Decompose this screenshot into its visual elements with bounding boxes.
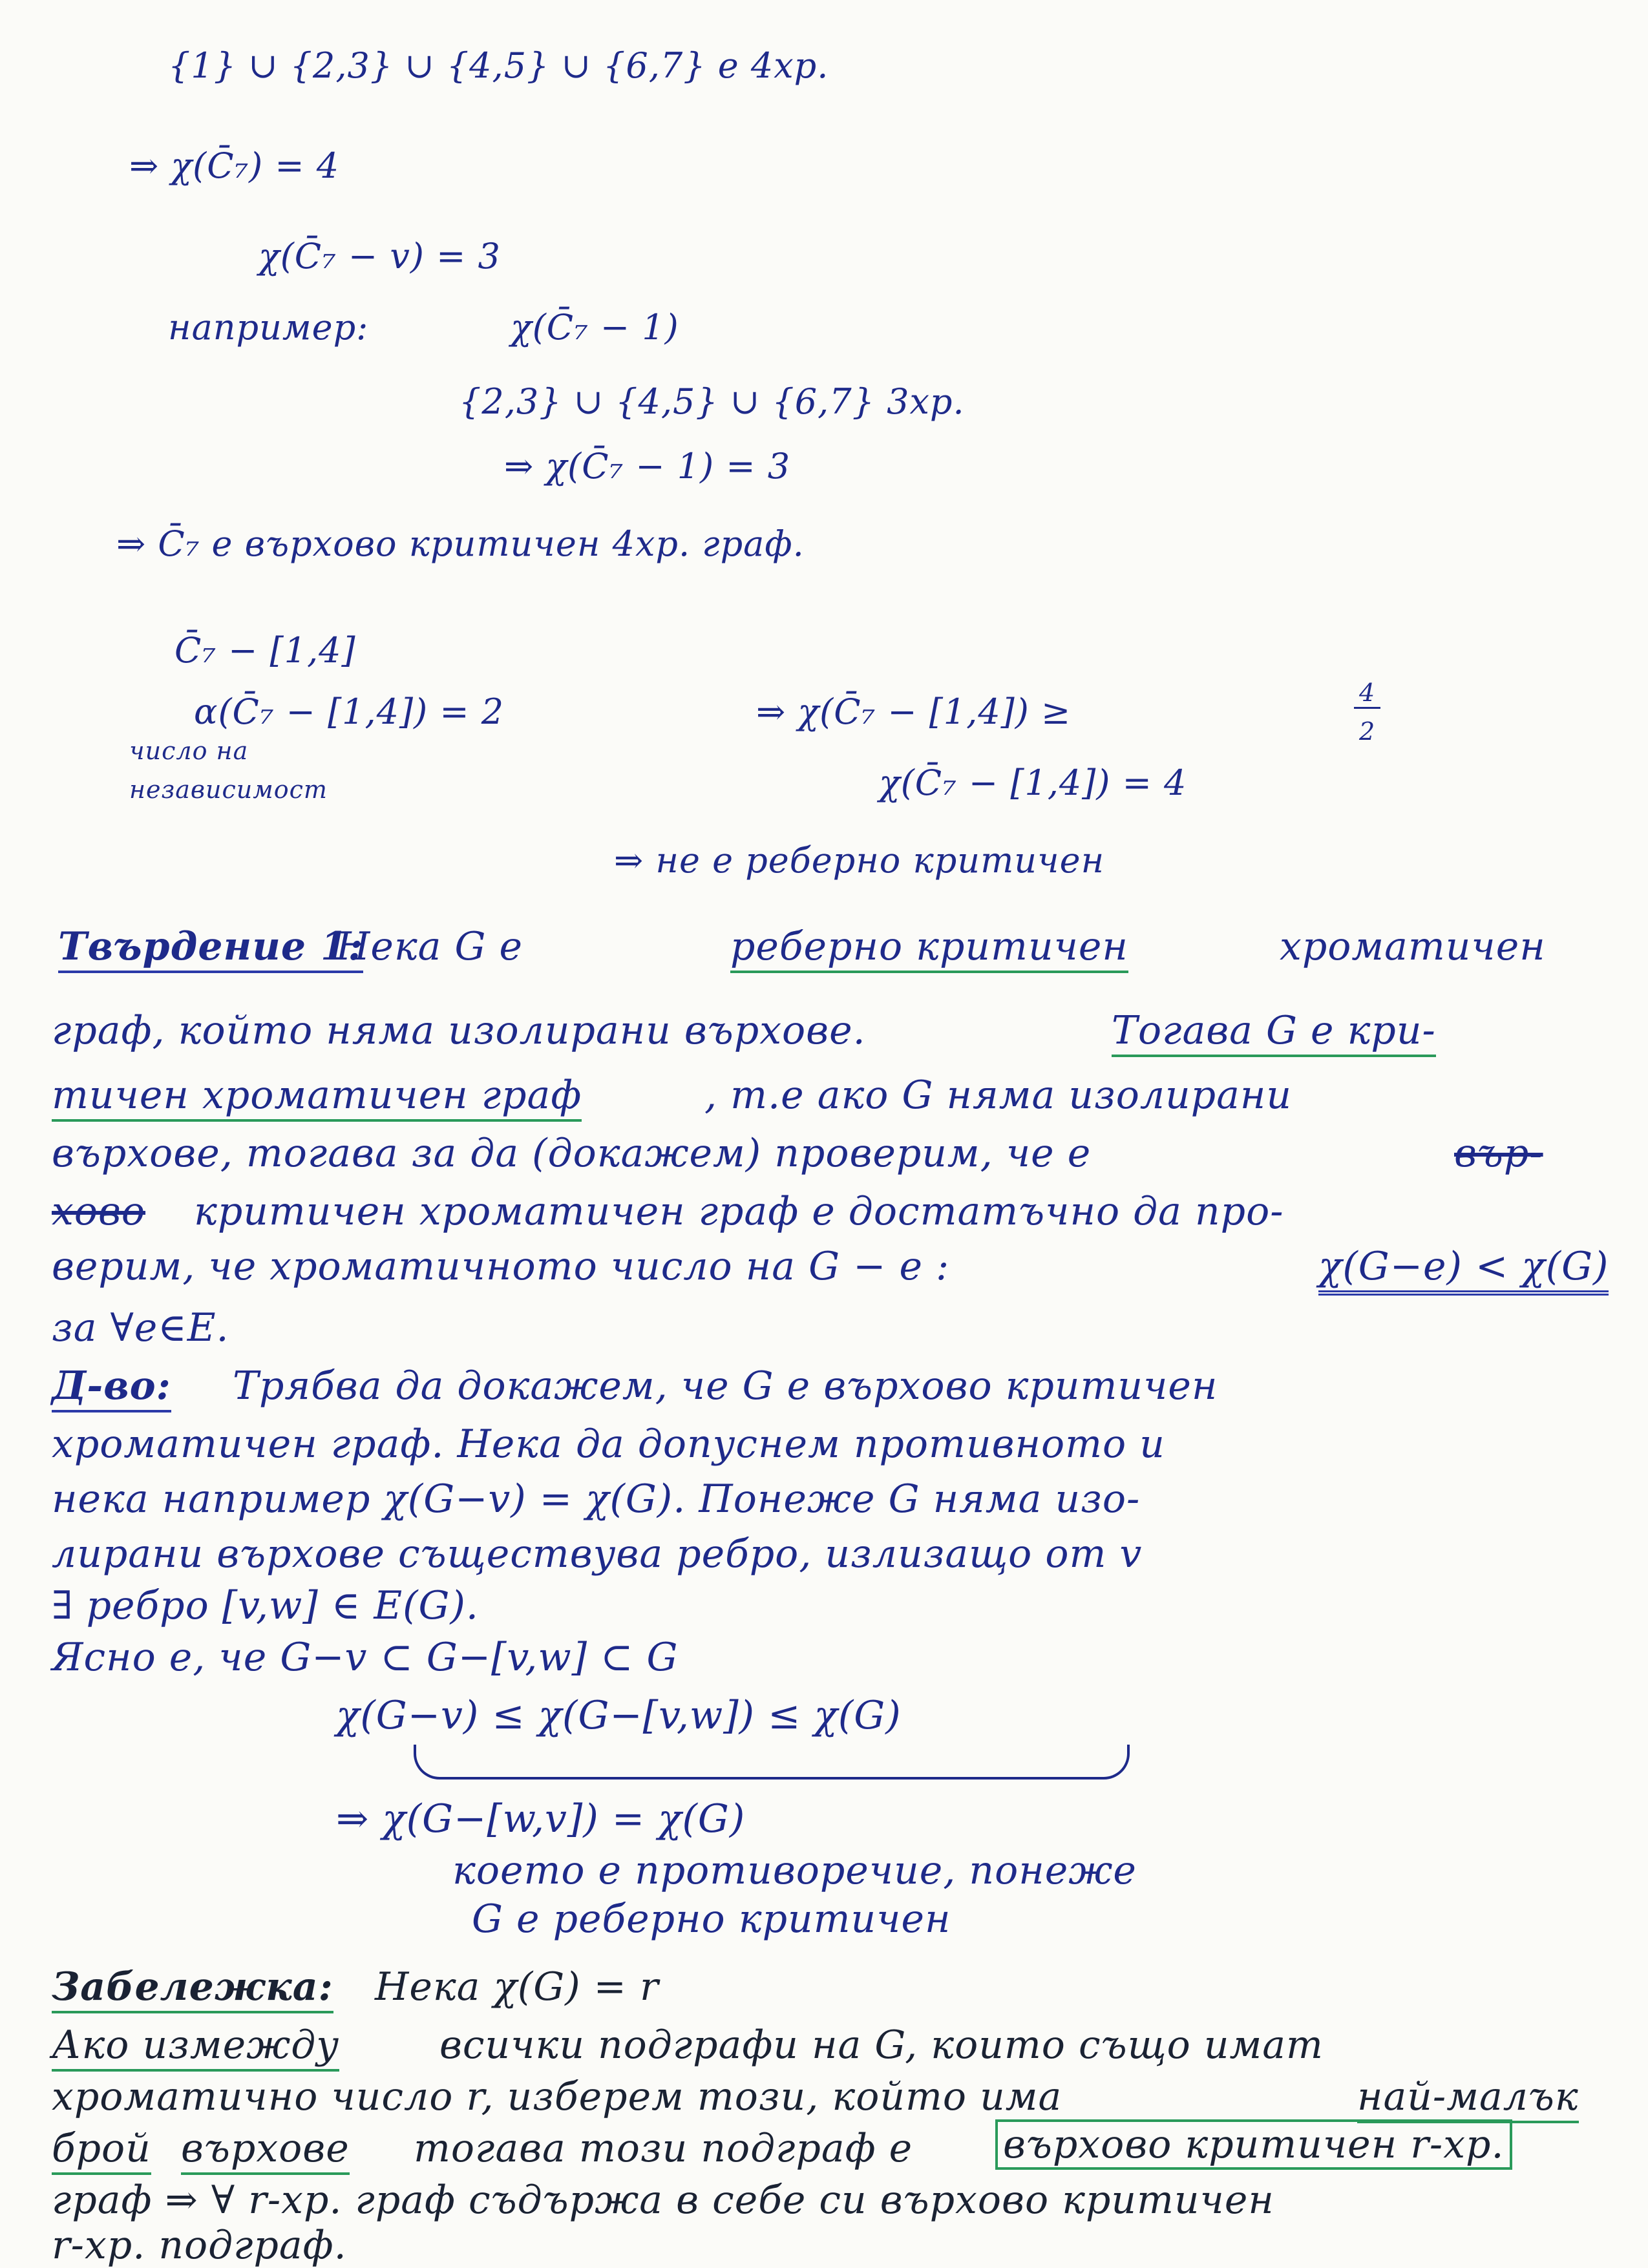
- remark-line-4a: брой: [52, 2126, 151, 2175]
- proof-line-2: хроматичен граф. Нека да допуснем противното и: [52, 1422, 1165, 1467]
- statement-1-line-5b: критичен хроматичен граф е достатъчно да про-: [194, 1189, 1284, 1234]
- remark-line-3a: хроматично число r, изберем този, който има: [52, 2074, 1062, 2119]
- proof-line-8: ⇒ χ(G−[w,v]) = χ(G): [336, 1796, 746, 1842]
- remark-line-2a: Ако измежду: [52, 2022, 339, 2072]
- statement-1-line-2b: Тогава G е кри-: [1112, 1008, 1436, 1057]
- chromatic-c7-minus-1-line: ⇒ χ(C̄₇ − 1) = 3: [504, 446, 791, 487]
- statement-1-line-3a: тичен хроматичен граф: [52, 1073, 582, 1122]
- annotation-independence-2: независимост: [129, 775, 328, 804]
- remark-line-5: граф ⇒ ∀ r-хр. граф съдържа в себе си върхово критичен: [52, 2178, 1274, 2223]
- proof-inequality-chain: χ(G−v) ≤ χ(G−[v,w]) ≤ χ(G): [336, 1693, 902, 1738]
- chromatic-c7-minus-v-line: χ(C̄₇ − v) = 3: [259, 236, 501, 277]
- inequality-brace: [414, 1745, 1130, 1780]
- remark-line-2b: всички подграфи на G, които също имат: [439, 2022, 1324, 2068]
- statement-1-line-5a: хово: [52, 1189, 146, 1234]
- chromatic-equals-4-line: χ(C̄₇ − [1,4]) = 4: [879, 762, 1187, 803]
- remark-heading: Забележка:: [52, 1964, 333, 2013]
- statement-1-line-7: за ∀e∈E.: [52, 1305, 229, 1350]
- statement-1-edge-critical: реберно критичен: [730, 924, 1128, 973]
- example-label: например:: [168, 307, 369, 348]
- proof-line-4: лирани върхове съществува ребро, излизащо от v: [52, 1531, 1143, 1577]
- proof-line-5: ∃ ребро [v,w] ∈ E(G).: [52, 1583, 479, 1628]
- statement-1-line-1a: Нека G е: [336, 924, 523, 969]
- proof-line-9: което е противоречие, понеже: [452, 1848, 1137, 1893]
- fraction-numerator: 4: [1354, 678, 1380, 709]
- c7-minus-edge-line: C̄₇ − [1,4]: [174, 630, 356, 671]
- remark-line-1: Нека χ(G) = r: [375, 1964, 659, 2010]
- proof-line-3: нека например χ(G−v) = χ(G). Понеже G няма изо-: [52, 1476, 1141, 1522]
- statement-1-line-2a: граф, който няма изолирани върхове.: [52, 1008, 866, 1053]
- statement-1-line-1c: хроматичен: [1280, 924, 1546, 969]
- partition-3-line: {2,3} ∪ {4,5} ∪ {6,7} 3хр.: [459, 381, 965, 422]
- statement-1-line-4a: върхове, тогава за да (докажем) проверим, че е: [52, 1131, 1092, 1176]
- statement-1-line-4b: вър-: [1454, 1131, 1543, 1176]
- chromatic-lower-bound-line: ⇒ χ(C̄₇ − [1,4]) ≥: [756, 691, 1072, 732]
- remark-line-3b: най-малък: [1357, 2074, 1579, 2123]
- statement-1-heading: Твърдение 1:: [58, 924, 363, 973]
- statement-1-line-6a: верим, че хроматичното число на G − e :: [52, 1244, 950, 1289]
- independence-number-line: α(C̄₇ − [1,4]) = 2: [194, 691, 505, 732]
- vertex-critical-conclusion: ⇒ C̄₇ е върхово критичен 4хр. граф.: [116, 523, 805, 564]
- not-edge-critical-line: ⇒ не е реберно критичен: [614, 840, 1105, 881]
- proof-line-1: Трябва да докажем, че G е върхово критичен: [233, 1363, 1218, 1409]
- fraction-denominator: 2: [1359, 717, 1376, 746]
- proof-heading: Д-во:: [52, 1363, 171, 1412]
- remark-line-4b: върхове: [181, 2126, 350, 2175]
- remark-line-6: r-хр. подграф.: [52, 2223, 347, 2268]
- statement-1-condition: χ(G−e) < χ(G): [1318, 1244, 1609, 1296]
- statement-1-line-3b: , т.е ако G няма изолирани: [704, 1073, 1293, 1118]
- remark-boxed-term: върхово критичен r-хр.: [995, 2119, 1512, 2170]
- example-expression: χ(C̄₇ − 1): [511, 307, 679, 348]
- chromatic-c7-line: ⇒ χ(C̄₇) = 4: [129, 145, 340, 186]
- remark-line-4c: тогава този подграф е: [414, 2126, 913, 2171]
- proof-line-10: G е реберно критичен: [472, 1896, 951, 1942]
- proof-line-6: Ясно е, че G−v ⊂ G−[v,w] ⊂ G: [52, 1635, 679, 1680]
- partition-line: {1} ∪ {2,3} ∪ {4,5} ∪ {6,7} е 4хр.: [168, 45, 829, 86]
- annotation-independence-1: число на: [129, 737, 249, 765]
